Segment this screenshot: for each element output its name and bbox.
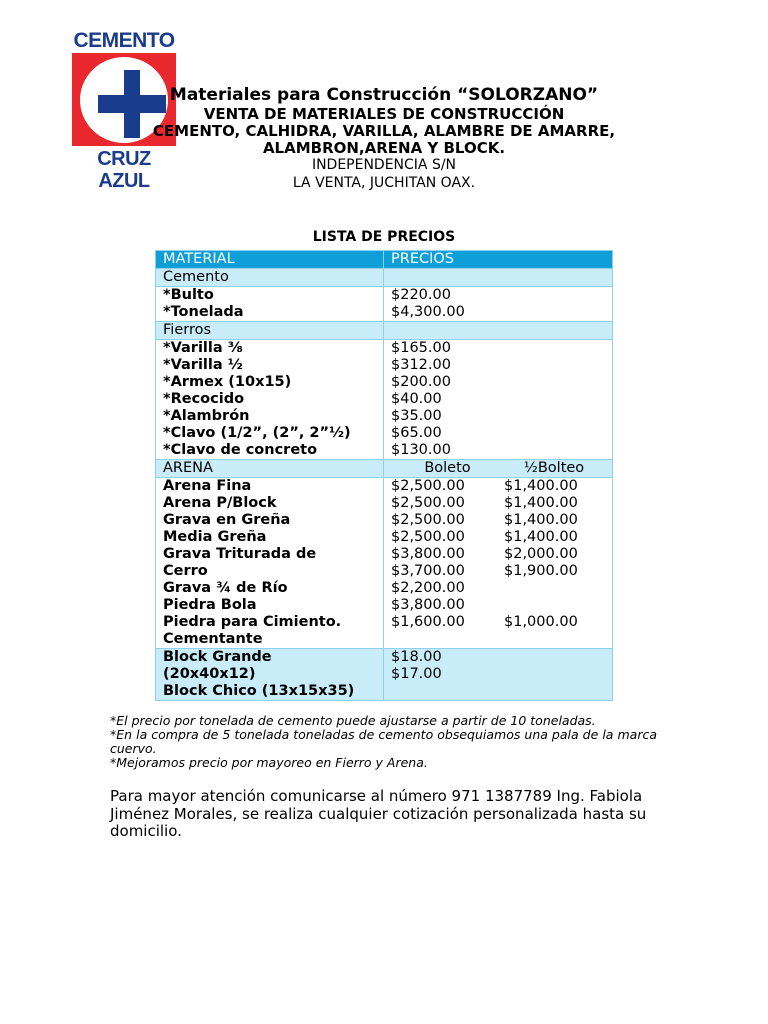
cemento-items-row bbox=[156, 287, 613, 322]
price-pair bbox=[391, 546, 605, 563]
boleto-price: $2,500.00 bbox=[391, 495, 465, 511]
medio-price: $1,400.00 bbox=[504, 478, 578, 494]
arena-prices bbox=[384, 478, 613, 649]
logo-bottom-text: CRUZ AZUL bbox=[97, 148, 151, 192]
medio-bolteo-header: ½Bolteo bbox=[523, 460, 585, 476]
business-title: Materiales para Construcción “SOLORZANO” bbox=[169, 85, 599, 105]
medio-price: $1,400.00 bbox=[504, 512, 578, 528]
price-pair bbox=[391, 563, 605, 580]
price-pair bbox=[391, 580, 605, 597]
header-line-6: LA VENTA, JUCHITAN OAX. bbox=[292, 175, 476, 191]
list-item: *Tonelada bbox=[163, 304, 244, 320]
list-item: Arena P/Block bbox=[163, 495, 277, 511]
cemento-prices bbox=[384, 287, 613, 322]
list-item: Block Grande bbox=[163, 649, 272, 665]
medio-price: $1,900.00 bbox=[504, 563, 578, 579]
footnote: *Mejoramos precio por mayoreo en Fierro y Arena. bbox=[110, 755, 428, 770]
price-value: $17.00 bbox=[391, 666, 442, 682]
price-value: $312.00 bbox=[391, 357, 451, 373]
list-item: Cementante bbox=[163, 631, 263, 647]
cemento-items bbox=[156, 287, 384, 322]
boleto-price: $1,600.00 bbox=[391, 614, 465, 630]
arena-subheader-labels bbox=[391, 460, 605, 477]
list-item: Grava en Greña bbox=[163, 512, 291, 528]
list-item: (20x40x12) bbox=[163, 666, 256, 682]
arena-items bbox=[156, 478, 384, 649]
medio-price: $1,400.00 bbox=[504, 495, 578, 511]
list-item: *Varilla ½ bbox=[163, 357, 243, 373]
medio-price: $2,000.00 bbox=[504, 546, 578, 562]
price-value: $35.00 bbox=[391, 408, 442, 424]
logo-top-text: CEMENTO bbox=[73, 29, 175, 52]
list-item: Block Chico (13x15x35) bbox=[163, 683, 355, 699]
block-items bbox=[156, 649, 384, 701]
price-value: $220.00 bbox=[391, 287, 451, 303]
footnotes bbox=[110, 714, 657, 770]
category-row-cemento bbox=[156, 269, 613, 287]
arena-subheader bbox=[384, 460, 613, 478]
list-item: Piedra Bola bbox=[163, 597, 257, 613]
category-label: Fierros bbox=[156, 322, 384, 340]
block-items-row bbox=[156, 649, 613, 701]
list-item: *Bulto bbox=[163, 287, 214, 303]
category-row-arena bbox=[156, 460, 613, 478]
price-list-title: LISTA DE PRECIOS bbox=[312, 229, 456, 245]
footnote: *En la compra de 5 tonelada toneladas de cemento obsequiamos una pala de la marca cuervo. bbox=[110, 727, 657, 756]
boleto-price: $2,200.00 bbox=[391, 580, 465, 596]
header-line-2: VENTA DE MATERIALES DE CONSTRUCCIÓN bbox=[203, 105, 565, 123]
price-pair bbox=[391, 614, 605, 631]
price-pair bbox=[391, 512, 605, 529]
boleto-price: $3,700.00 bbox=[391, 563, 465, 579]
medio-price: $1,000.00 bbox=[504, 614, 578, 630]
boleto-price: $2,500.00 bbox=[391, 529, 465, 545]
column-prices-header: PRECIOS bbox=[384, 251, 613, 269]
header-line-3: CEMENTO, CALHIDRA, VARILLA, ALAMBRE DE AMARRE, bbox=[152, 122, 616, 140]
footnote: *El precio por tonelada de cemento puede ajustarse a partir de 10 toneladas. bbox=[110, 713, 596, 728]
table-header-row bbox=[156, 251, 613, 269]
list-item: Cerro bbox=[163, 563, 208, 579]
price-pair bbox=[391, 597, 605, 614]
list-item: *Recocido bbox=[163, 391, 245, 407]
block-prices bbox=[384, 649, 613, 701]
price-value: $40.00 bbox=[391, 391, 442, 407]
contact-paragraph: Para mayor atención comunicarse al número 971 1387789 Ing. Fabiola Jiménez Morales, se realiza cualquier cotización personalizada hasta su domicilio. bbox=[110, 787, 647, 840]
arena-items-row bbox=[156, 478, 613, 649]
list-item: *Varilla ⅜ bbox=[163, 340, 243, 356]
boleto-price: $3,800.00 bbox=[391, 546, 465, 562]
price-value: $4,300.00 bbox=[391, 304, 465, 320]
price-pair bbox=[391, 529, 605, 546]
category-row-fierros bbox=[156, 322, 613, 340]
price-pair bbox=[391, 495, 605, 512]
list-item: *Armex (10x15) bbox=[163, 374, 292, 390]
list-item: Piedra para Cimiento. bbox=[163, 614, 342, 630]
boleto-price: $2,500.00 bbox=[391, 512, 465, 528]
category-label: ARENA bbox=[156, 460, 384, 478]
medio-price: $1,400.00 bbox=[504, 529, 578, 545]
list-item: *Clavo de concreto bbox=[163, 442, 318, 458]
price-pair bbox=[391, 478, 605, 495]
list-item: Arena Fina bbox=[163, 478, 252, 494]
boleto-header: Boleto bbox=[424, 460, 471, 476]
list-item: Grava Triturada de bbox=[163, 546, 317, 562]
column-material-header: MATERIAL bbox=[156, 251, 384, 269]
price-value: $18.00 bbox=[391, 649, 442, 665]
boleto-price: $2,500.00 bbox=[391, 478, 465, 494]
list-item: *Alambrón bbox=[163, 408, 250, 424]
price-value: $200.00 bbox=[391, 374, 451, 390]
list-item: *Clavo (1/2”, (2”, 2”½) bbox=[163, 425, 351, 441]
list-item: Grava ¾ de Río bbox=[163, 580, 288, 596]
header-line-4: ALAMBRON,ARENA Y BLOCK. bbox=[262, 139, 506, 157]
category-empty-cell bbox=[384, 269, 613, 287]
category-label: Cemento bbox=[156, 269, 384, 287]
price-value: $165.00 bbox=[391, 340, 451, 356]
header-line-5: INDEPENDENCIA S/N bbox=[311, 157, 457, 173]
price-value: $130.00 bbox=[391, 442, 451, 458]
fierros-items-row bbox=[156, 340, 613, 460]
price-table bbox=[155, 250, 613, 701]
fierros-items bbox=[156, 340, 384, 460]
price-value: $65.00 bbox=[391, 425, 442, 441]
fierros-prices bbox=[384, 340, 613, 460]
list-item: Media Greña bbox=[163, 529, 267, 545]
boleto-price: $3,800.00 bbox=[391, 597, 465, 613]
category-empty-cell bbox=[384, 322, 613, 340]
